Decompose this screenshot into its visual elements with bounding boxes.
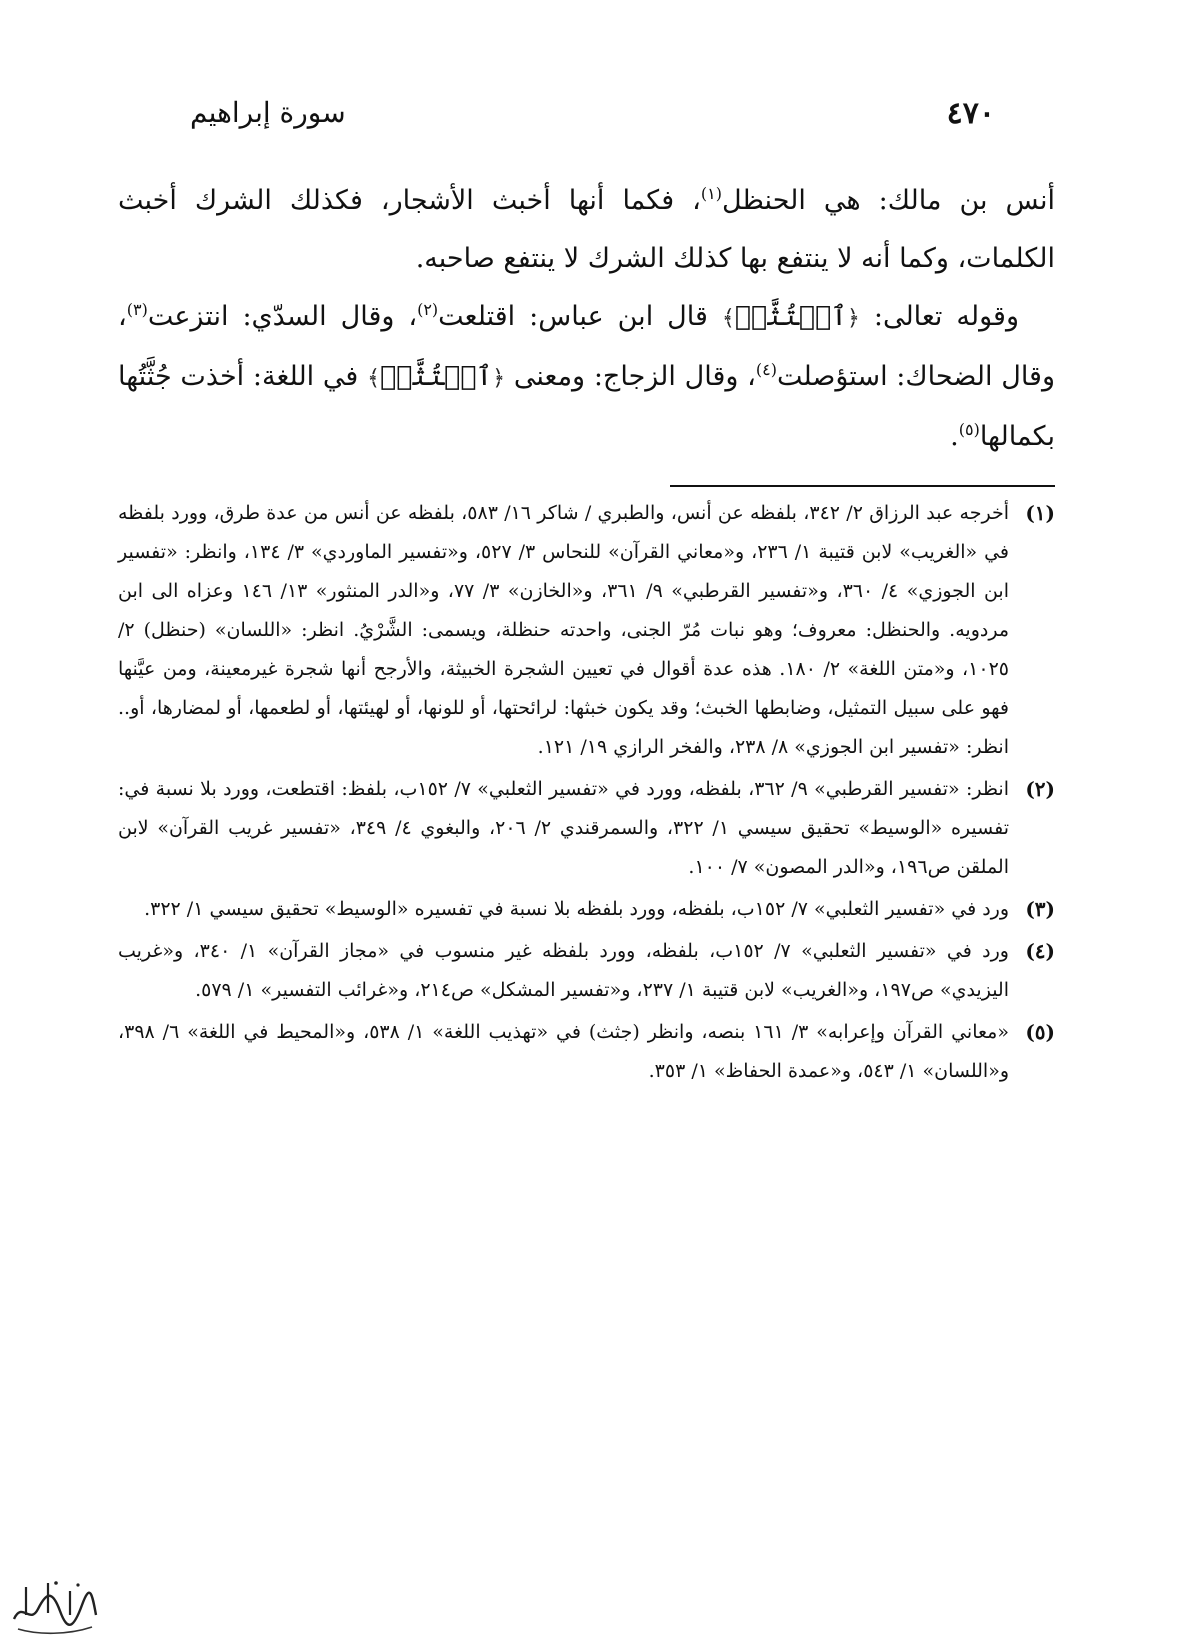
paragraph-2: وقوله تعالى: ﴿ٱجۡتُثَّتۡ﴾ قال ابن عباس: اقتلعت$^{(٢)}$، وقال السدّي: انتزعت$^{(٣)}$، وقال الضحاك: استؤصلت$^{(٤)}$، وقال الزجاج: ومعنى ﴿ٱجۡتُثَّتۡ﴾ في اللغة: أخذت جُثَّتُها بكمالها$^{(٥)}$. — [118, 300, 1055, 452]
footnote-number: (٢) — [1025, 777, 1055, 801]
footnote-number: (٥) — [1025, 1020, 1055, 1044]
footnote-text: ورد في «تفسير الثعلبي» ٧/ ١٥٢ب، بلفظه، وورد بلفظه بلا نسبة في تفسيره «الوسيط» تحقيق سيسي ١/ ٣٢٢. — [144, 898, 1009, 920]
quran-word-1: ﴿ٱجۡتُثَّتۡ﴾ — [721, 301, 860, 332]
footnote-number: (١) — [1025, 501, 1055, 525]
footnote-text: أخرجه عبد الرزاق ٢/ ٣٤٢، بلفظه عن أنس، والطبري / شاكر ١٦/ ٥٨٣، بلفظه عن أنس من عدة طرق، وورد بلفظه في «الغريب» لابن قتيبة ١/ ٢٣٦، و«معاني القرآن» للنحاس ٣/ ٥٢٧، و«تفسير الماوردي» ٣/ ١٣٤، وانظر: «تفسير ابن الجوزي» ٤/ ٣٦٠، و«تفسير القرطبي» ٩/ ٣٦١، و«الخازن» ٣/ ٧٧، و«الدر المنثور» ١٣/ ١٤٦ وعزاه الى ابن مردويه. والحنظل: معروف؛ وهو نبات مُرّ الجنى، واحدته حنظلة، ويسمى: الشَّرْيُ. انظر: «اللسان» (حنظل) ٢/ ١٠٢٥، و«متن اللغة» ٢/ ١٨٠. هذه عدة أقوال في تعيين الشجرة الخبيثة، والأرجح أنها شجرة غيرمعينة، ومن عيَّنها فهو على سبيل التمثيل، وضابطها الخبث؛ وقد يكون خبثها: لرائحتها، أو للونها، أو لهيئتها، أو لطعمها، أو لمضارها، أو.. انظر: «تفسير ابن الجوزي» ٨/ ٢٣٨، والفخر الرازي ١٩/ ١٢١. — [118, 502, 1009, 758]
paragraph-1: أنس بن مالك: هي الحنظل$^{(١)}$، فكما أنها أخبث الأشجار، فكذلك الشرك أخبث الكلمات، وكما أنه لا ينتفع بها كذلك الشرك لا ينتفع صاحبه. — [118, 184, 1055, 274]
footnote-4 — [118, 932, 1055, 1010]
footnote-ref-4: (٤) — [755, 360, 777, 379]
calligraphy-watermark-icon — [8, 1575, 100, 1637]
footnote-text: «معاني القرآن وإعرابه» ٣/ ١٦١ بنصه، وانظر (جثث) في «تهذيب اللغة» ١/ ٥٣٨، و«المحيط في اللغة» ٦/ ٣٩٨، و«اللسان» ١/ ٥٤٣، و«عمدة الحفاظ» ١/ ٣٥٣. — [118, 1021, 1009, 1082]
footnote-1 — [118, 494, 1055, 767]
footnote-number: (٤) — [1025, 939, 1055, 963]
footnotes — [118, 494, 1055, 1094]
footnote-ref-3: (٣) — [126, 300, 148, 319]
running-header — [190, 96, 995, 136]
footnote-ref-5: (٥) — [958, 420, 980, 439]
quran-word-2: ﴿ٱجۡتُثَّتۡ﴾ — [367, 361, 506, 392]
footnote-text: انظر: «تفسير القرطبي» ٩/ ٣٦٢، بلفظه، وورد في «تفسير الثعلبي» ٧/ ١٥٢ب، بلفظ: اقتطعت، وورد بلا نسبة في: تفسيره «الوسيط» تحقيق سيسي ١/ ٣٢٢، والسمرقندي ٢/ ٢٠٦، والبغوي ٤/ ٣٤٩، «تفسير غريب القرآن» لابن الملقن ص١٩٦، و«الدر المصون» ٧/ ١٠٠. — [118, 778, 1009, 878]
page-number: ٤٧٠ — [946, 96, 995, 131]
footnote-text: ورد في «تفسير الثعلبي» ٧/ ١٥٢ب، بلفظه، وورد بلفظه غير منسوب في «مجاز القرآن» ١/ ٣٤٠، و«غريب اليزيدي» ص١٩٧، و«الغريب» لابن قتيبة ١/ ٢٣٧، و«تفسير المشكل» ص٢١٤، و«غرائب التفسير» ١/ ٥٧٩. — [118, 940, 1009, 1001]
main-text — [118, 172, 1055, 466]
footnote-3 — [118, 890, 1055, 929]
footnote-number: (٣) — [1025, 897, 1055, 921]
surah-title: سورة إبراهيم — [190, 96, 346, 129]
footnote-ref-1: (١) — [700, 184, 722, 203]
footnote-5 — [118, 1013, 1055, 1091]
footnote-divider — [670, 485, 1055, 487]
footnote-2 — [118, 770, 1055, 887]
footnote-ref-2: (٢) — [417, 300, 439, 319]
